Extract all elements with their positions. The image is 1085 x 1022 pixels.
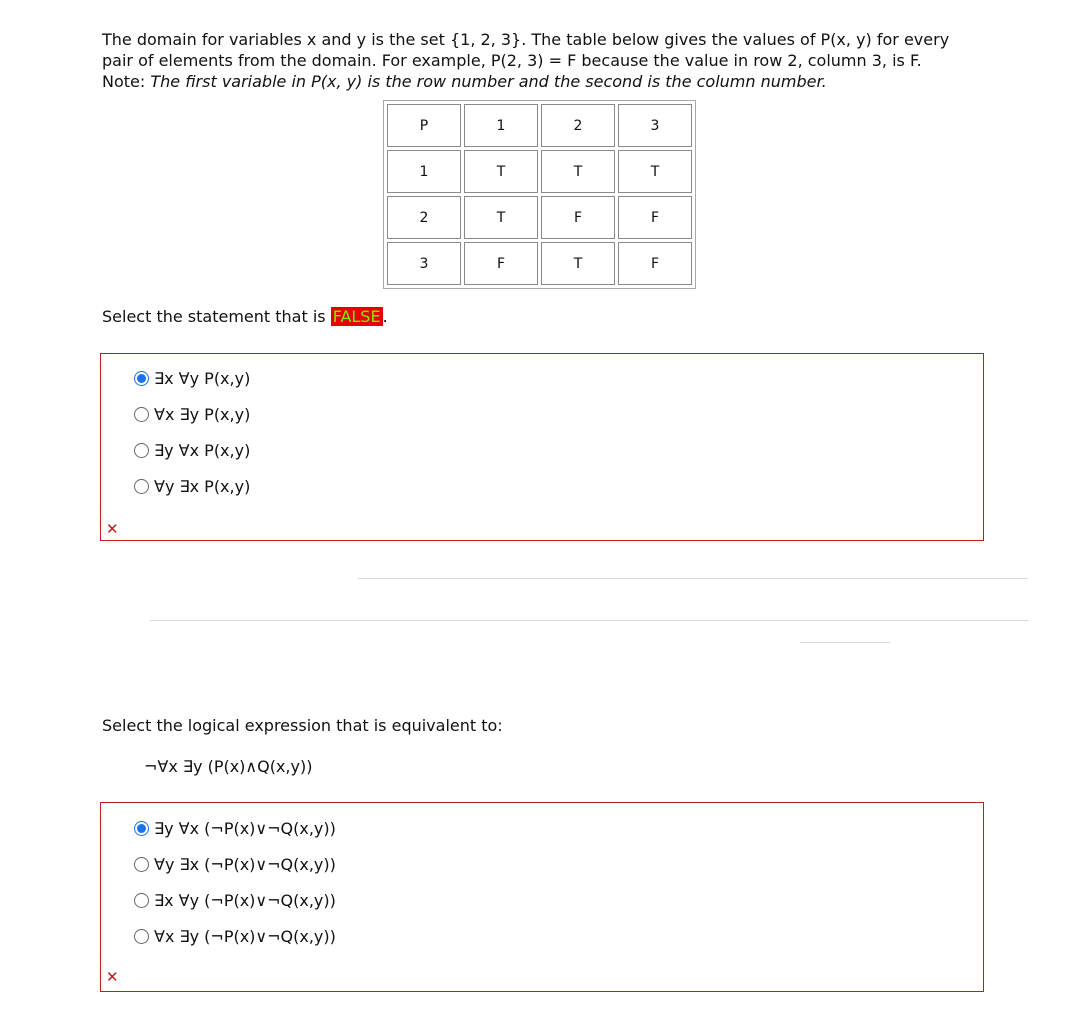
intro-line-2: pair of elements from the domain. For example, P(2, 3) = F because the value in row 2, column 3, is F. xyxy=(102,51,922,70)
table-row xyxy=(387,196,692,239)
radio-button[interactable] xyxy=(134,479,149,494)
radio-button[interactable] xyxy=(134,929,149,944)
table-cell: T xyxy=(618,150,692,193)
table-header-cell: P xyxy=(387,104,461,147)
option-label: ∀y ∃x P(x,y) xyxy=(154,477,251,496)
problem-intro xyxy=(102,29,1002,92)
table-header-row xyxy=(387,104,692,147)
divider-line xyxy=(358,578,1028,579)
option-3[interactable] xyxy=(134,891,336,910)
radio-button[interactable] xyxy=(134,893,149,908)
radio-button-selected[interactable] xyxy=(134,821,149,836)
radio-button-selected[interactable] xyxy=(134,371,149,386)
option-label: ∃y ∀x P(x,y) xyxy=(154,441,251,460)
table-cell: T xyxy=(541,150,615,193)
divider-line xyxy=(150,620,1028,621)
given-expression: ¬∀x ∃y (P(x)∧Q(x,y)) xyxy=(144,757,313,776)
option-2[interactable] xyxy=(134,855,336,874)
option-1[interactable] xyxy=(134,369,250,388)
table-cell: F xyxy=(618,196,692,239)
option-4[interactable] xyxy=(134,477,250,496)
table-cell: T xyxy=(464,150,538,193)
truth-table xyxy=(383,100,696,289)
table-row xyxy=(387,150,692,193)
option-3[interactable] xyxy=(134,441,250,460)
table-cell: T xyxy=(464,196,538,239)
table-cell: 2 xyxy=(387,196,461,239)
option-label: ∃x ∀y P(x,y) xyxy=(154,369,251,388)
question-1-prompt xyxy=(102,307,388,326)
intro-line-1: The domain for variables x and y is the set {1, 2, 3}. The table below gives the values of P(x, y) for every xyxy=(102,30,950,49)
intro-note xyxy=(102,71,1002,92)
question-1-answer-box xyxy=(100,353,984,541)
false-highlight: FALSE xyxy=(332,307,381,326)
option-label: ∀x ∃y (¬P(x)∨¬Q(x,y)) xyxy=(154,927,336,946)
note-label: Note: xyxy=(102,72,151,91)
radio-button[interactable] xyxy=(134,443,149,458)
table-cell: F xyxy=(464,242,538,285)
table-row xyxy=(387,242,692,285)
table-cell: 1 xyxy=(387,150,461,193)
radio-button[interactable] xyxy=(134,857,149,872)
table-cell: F xyxy=(541,196,615,239)
option-4[interactable] xyxy=(134,927,336,946)
option-label: ∃y ∀x (¬P(x)∨¬Q(x,y)) xyxy=(154,819,336,838)
divider-line xyxy=(800,642,890,643)
radio-button[interactable] xyxy=(134,407,149,422)
incorrect-x-icon: ✕ xyxy=(106,520,119,538)
question-2-answer-box xyxy=(100,802,984,992)
question-2-prompt: Select the logical expression that is equivalent to: xyxy=(102,716,503,735)
option-2[interactable] xyxy=(134,405,250,424)
note-text: The first variable in P(x, y) is the row number and the second is the column number. xyxy=(150,72,827,91)
prompt-text: Select the statement that is xyxy=(102,307,331,326)
table-cell: F xyxy=(618,242,692,285)
option-1[interactable] xyxy=(134,819,336,838)
table-cell: 3 xyxy=(387,242,461,285)
incorrect-x-icon: ✕ xyxy=(106,968,119,986)
table-cell: T xyxy=(541,242,615,285)
table-header-cell: 2 xyxy=(541,104,615,147)
table-header-cell: 3 xyxy=(618,104,692,147)
option-label: ∀y ∃x (¬P(x)∨¬Q(x,y)) xyxy=(154,855,336,874)
option-label: ∀x ∃y P(x,y) xyxy=(154,405,251,424)
table-header-cell: 1 xyxy=(464,104,538,147)
prompt-period: . xyxy=(382,307,388,326)
option-label: ∃x ∀y (¬P(x)∨¬Q(x,y)) xyxy=(154,891,336,910)
